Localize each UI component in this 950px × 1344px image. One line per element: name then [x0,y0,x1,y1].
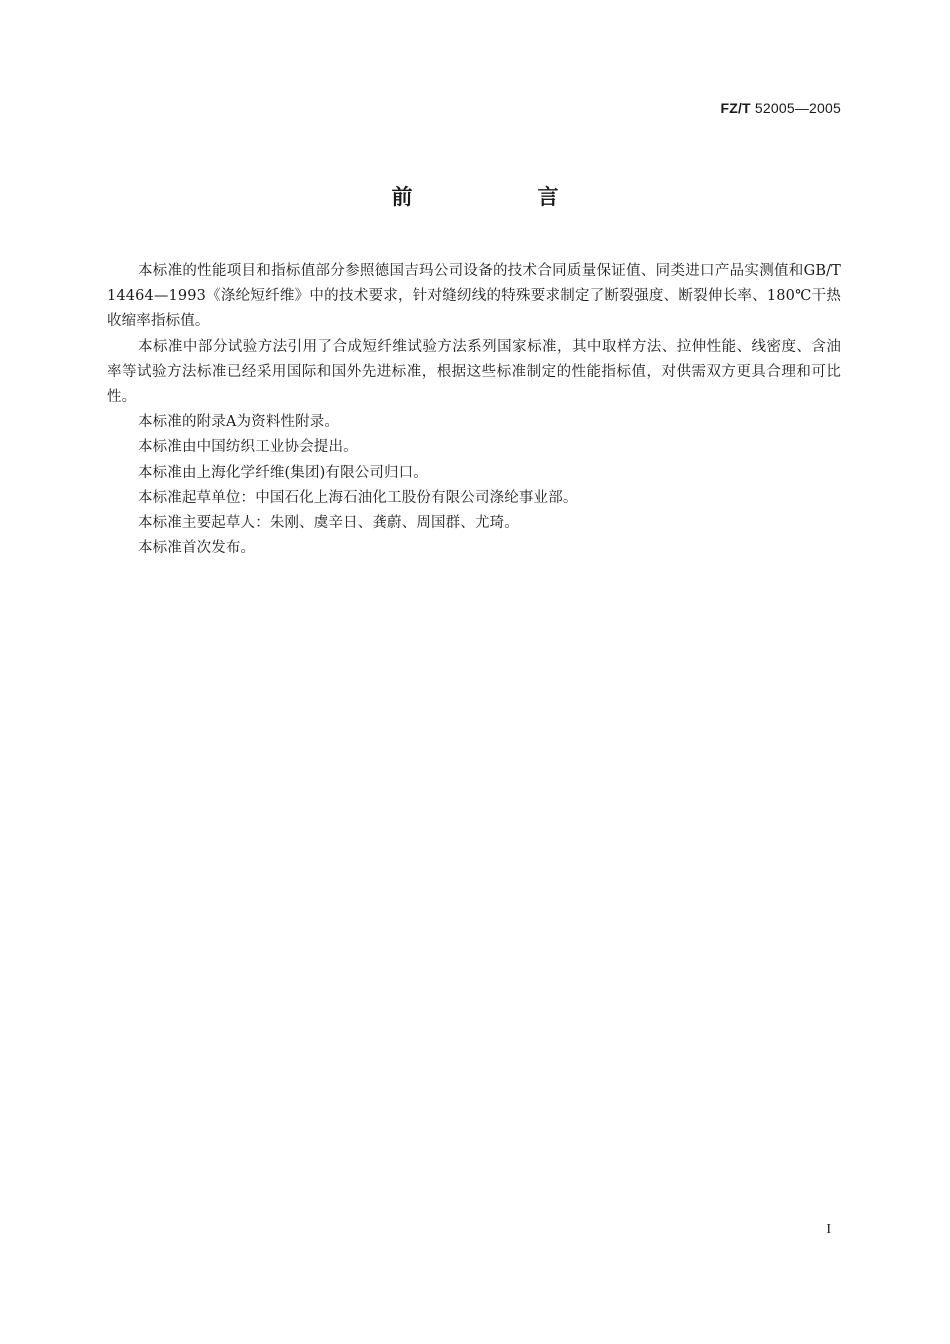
paragraph-centralized-by: 本标准由上海化学纤维(集团)有限公司归口。 [138,464,428,481]
paragraph-drafters: 本标准主要起草人：朱刚、虞辛日、龚蔚、周国群、尤琦。 [138,515,519,532]
foreword-body [107,259,841,561]
standard-code-prefix: FZ/T [720,100,751,116]
paragraph-proposer: 本标准由中国纺织工业协会提出。 [138,439,358,456]
page-number: I [826,1222,831,1237]
standard-code-number: 52005—2005 [754,100,841,116]
paragraph-performance-items: 本标准的性能项目和指标值部分参照德国吉玛公司设备的技术合同质量保证值、同类进口产品实测值和GB/T 14464—1993《涤纶短纤维》中的技术要求，针对缝纫线的特殊要求制定了断裂强度、断裂伸长率、180℃干热收缩率指标值。 [107,263,841,330]
paragraph-appendix: 本标准的附录A为资料性附录。 [138,414,340,431]
standard-code [720,100,841,116]
paragraph-test-methods: 本标准中部分试验方法引用了合成短纤维试验方法系列国家标准，其中取样方法、拉伸性能、线密度、含油率等试验方法标准已经采用国际和国外先进标准，根据这些标准制定的性能指标值，对供需双方更具合理和可比性。 [107,338,841,406]
page-title: 前 言 [391,185,611,209]
paragraph-first-release: 本标准首次发布。 [138,540,256,557]
paragraph-drafting-unit: 本标准起草单位：中国石化上海石油化工股份有限公司涤纶事业部。 [138,489,578,506]
